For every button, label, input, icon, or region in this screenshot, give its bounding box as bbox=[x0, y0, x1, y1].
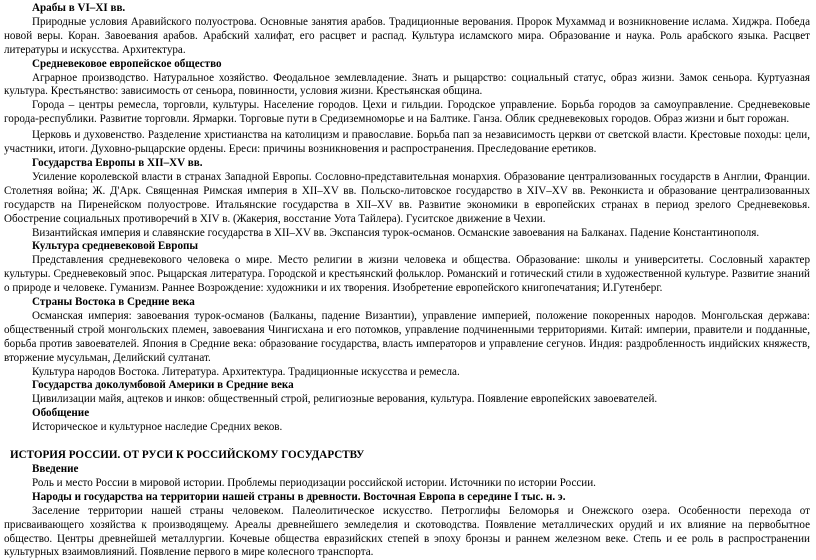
section-heading: Страны Востока в Средние века bbox=[32, 296, 195, 309]
chapter-title: ИСТОРИЯ РОССИИ. ОТ РУСИ К РОССИЙСКОМУ ГОСУДАРСТВУ bbox=[10, 449, 365, 462]
paragraph: Османская империя: завоевания турок-османов (Балканы, падение Византии), управление империей, положение покоренных народов. Монгольская держава: общественный строй монгольских племен, завоевания Чингисхана и его потомков, управление подчиненными территориями. Китай: империи, правители и подданные, борьба против завоевателей. Япония в Средние века: образование государства, власть императоров и управление сегунов. Индия: раздробленность индийских княжеств, вторжение мусульман, Делийский султанат. bbox=[4, 309, 810, 364]
paragraph: Заселение территории нашей страны человеком. Палеолитическое искусство. Петроглифы Беломорья и Онежского озера. Особенности перехода от присваивающего хозяйства к производящему. Ареалы древнейшего земледелия и скотоводства. Появление металлических орудий и их влияние на первобытное общество. Центры древнейшей металлургии. Кочевые общества евразийских степей в эпоху бронзы и раннем железном веке. Степь и ее роль в распространении культурных взаимовлияний. Появление первого в мире колесного транспорта. bbox=[4, 504, 810, 559]
section-heading: Обобщение bbox=[32, 407, 90, 420]
paragraph: Культура народов Востока. Литература. Архитектура. Традиционные искусства и ремесла. bbox=[32, 365, 460, 378]
paragraph: Церковь и духовенство. Разделение христианства на католицизм и православие. Борьба пап за независимость церкви от светской власти. Крестовые походы: цели, участники, итоги. Духовно-рыцарские ордены. Ереси: причины возникновения и распространения. Преследование еретиков. bbox=[4, 129, 810, 156]
paragraph: Роль и место России в мировой истории. Проблемы периодизации российской истории. Источники по истории России. bbox=[32, 476, 596, 489]
section-heading: Введение bbox=[32, 463, 79, 475]
paragraph: Природные условия Аравийского полуострова. Основные занятия арабов. Традиционные верования. Пророк Мухаммад и возникновение ислама. Хиджра. Победа новой веры. Коран. Завоевания арабов. Арабский халифат, его расцвет и распад. Культура исламского мира. Образование и наука. Роль арабского языка. Расцвет литературы и искусства. Архитектура. bbox=[4, 15, 810, 56]
paragraph: Историческое и культурное наследие Средних веков. bbox=[32, 421, 283, 434]
paragraph: Представления средневекового человека о мире. Место религии в жизни человека и общества. Образование: школы и университеты. Сословный характер культуры. Средневековый эпос. Рыцарская литература. Городской и крестьянский фольклор. Романский и готический стили в художественной культуре. Развитие знаний о природе и человеке. Гуманизм. Раннее Возрождение: художники и их творения. Изобретение европейского книгопечатания; И.Гутенберг. bbox=[4, 254, 810, 295]
section-heading: Народы и государства на территории нашей страны в древности. Восточная Европа в середине I тыс. н. э. bbox=[32, 490, 566, 503]
paragraph: Аграрное производство. Натуральное хозяйство. Феодальное землевладение. Знать и рыцарство: социальный статус, образ жизни. Замок сеньора. Куртуазная культура. Крестьянство: зависимость от сеньора, повинности, условия жизни. Крестьянская община. bbox=[4, 71, 810, 98]
paragraph: Цивилизации майя, ацтеков и инков: общественный строй, религиозные верования, культура. Появление европейских завоевателей. bbox=[32, 393, 658, 406]
paragraph: Византийская империя и славянские государства в XII–XV вв. Экспансия турок-османов. Османские завоевания на Балканах. Падение Константинополя. bbox=[32, 226, 760, 239]
section-heading: Средневековое европейское общество bbox=[32, 57, 222, 70]
section-heading: Культура средневековой Европы bbox=[32, 240, 199, 253]
paragraph: Города – центры ремесла, торговли, культуры. Население городов. Цехи и гильдии. Городское управление. Борьба городов за самоуправление. Средневековые города-республики. Развитие торговли. Ярмарки. Торговые пути в Средиземноморье и на Балтике. Ганза. Облик средневековых городов. Образ жизни и быт горожан. bbox=[4, 99, 810, 126]
section-heading: Арабы в VI–XI вв. bbox=[32, 2, 126, 14]
section-heading: Государства Европы в XII–XV вв. bbox=[32, 156, 203, 169]
paragraph: Усиление королевской власти в странах Западной Европы. Сословно-представительная монархия. Образование централизованных государств в Англии, Франции. Столетняя война; Ж. Д'Арк. Священная Римская империя в XII–XV вв. Польско-литовское государство в XIV–XV вв. Реконкиста и образование централизованных государств на Пиренейском полуострове. Итальянские государства в XII–XV вв. Развитие экономики в европейских странах в период зрелого Средневековья. Обострение социальных противоречий в XIV в. (Жакерия, восстание Уота Тайлера). Гуситское движение в Чехии. bbox=[4, 170, 810, 225]
section-heading: Государства доколумбовой Америки в Средние века bbox=[32, 379, 294, 392]
